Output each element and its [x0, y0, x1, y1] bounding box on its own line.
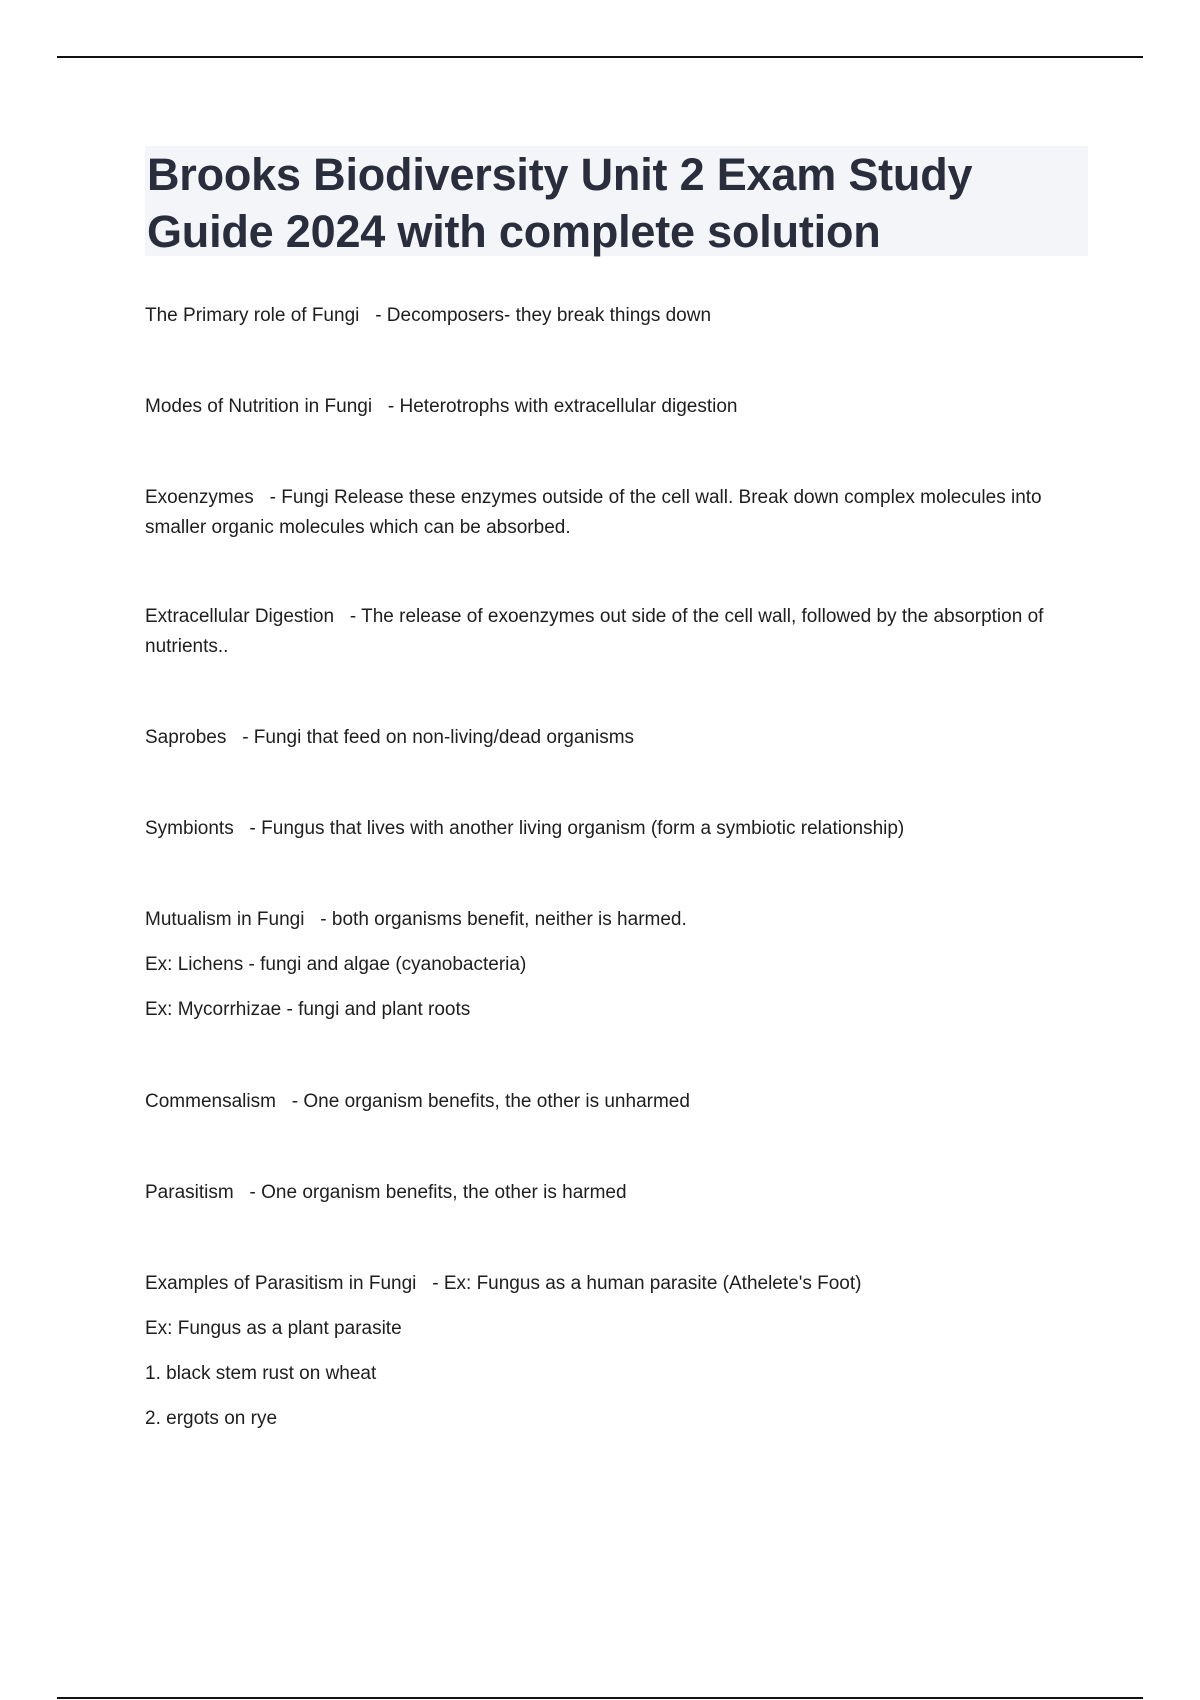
title-block: [145, 146, 1088, 256]
entry-extracellular-digestion: [145, 602, 1085, 662]
entry-term: Exoenzymes: [145, 487, 254, 508]
entry-term: Saprobes: [145, 727, 227, 748]
entry-definition: - Ex: Fungus as a human parasite (Athelete's Foot): [432, 1273, 862, 1294]
entry-extra-line: 1. black stem rust on wheat: [145, 1363, 377, 1384]
bottom-rule: [57, 1697, 1143, 1699]
entry-extra-line: Ex: Mycorrhizae - fungi and plant roots: [145, 999, 471, 1020]
entry-mutualism: [145, 905, 1085, 1025]
entry-term: Modes of Nutrition in Fungi: [145, 396, 373, 417]
entry-symbionts: [145, 814, 1085, 844]
entry-commensalism: [145, 1087, 1085, 1117]
entry-parasitism: [145, 1178, 1085, 1208]
entry-exoenzymes: [145, 483, 1085, 543]
entry-term: Mutualism in Fungi: [145, 909, 305, 930]
entry-extra-line: Ex: Fungus as a plant parasite: [145, 1318, 402, 1339]
entry-definition: - The release of exoenzymes out side of the cell wall, followed by the absorption of nutrients..: [145, 606, 1044, 657]
entry-definition: - both organisms benefit, neither is harmed.: [320, 909, 687, 930]
entry-term: Commensalism: [145, 1091, 276, 1112]
entry-definition: - Fungus that lives with another living organism (form a symbiotic relationship): [249, 818, 905, 839]
entry-extra-line: Ex: Lichens - fungi and algae (cyanobacteria): [145, 954, 527, 975]
entry-definition: - Fungi that feed on non-living/dead organisms: [242, 727, 635, 748]
entry-term: Examples of Parasitism in Fungi: [145, 1273, 417, 1294]
entry-extra-line: 2. ergots on rye: [145, 1408, 278, 1429]
top-rule: [57, 56, 1143, 58]
entry-definition: - Decomposers- they break things down: [375, 305, 712, 326]
entry-term: Extracellular Digestion: [145, 606, 335, 627]
entry-modes-of-nutrition: [145, 392, 1085, 422]
entry-definition: - One organism benefits, the other is harmed: [249, 1182, 627, 1203]
entry-parasitism-examples: [145, 1269, 1085, 1434]
entry-definition: - One organism benefits, the other is unharmed: [291, 1091, 690, 1112]
entry-definition: - Fungi Release these enzymes outside of the cell wall. Break down complex molecules into smaller organic molecules which can be absorbed.: [145, 487, 1042, 538]
document-title: Brooks Biodiversity Unit 2 Exam Study Guide 2024 with complete solution: [147, 149, 973, 257]
entry-term: Parasitism: [145, 1182, 234, 1203]
entry-primary-role: [145, 301, 1085, 331]
entry-term: The Primary role of Fungi: [145, 305, 360, 326]
entry-saprobes: [145, 723, 1085, 753]
entry-definition: - Heterotrophs with extracellular digestion: [387, 396, 738, 417]
entry-term: Symbionts: [145, 818, 234, 839]
